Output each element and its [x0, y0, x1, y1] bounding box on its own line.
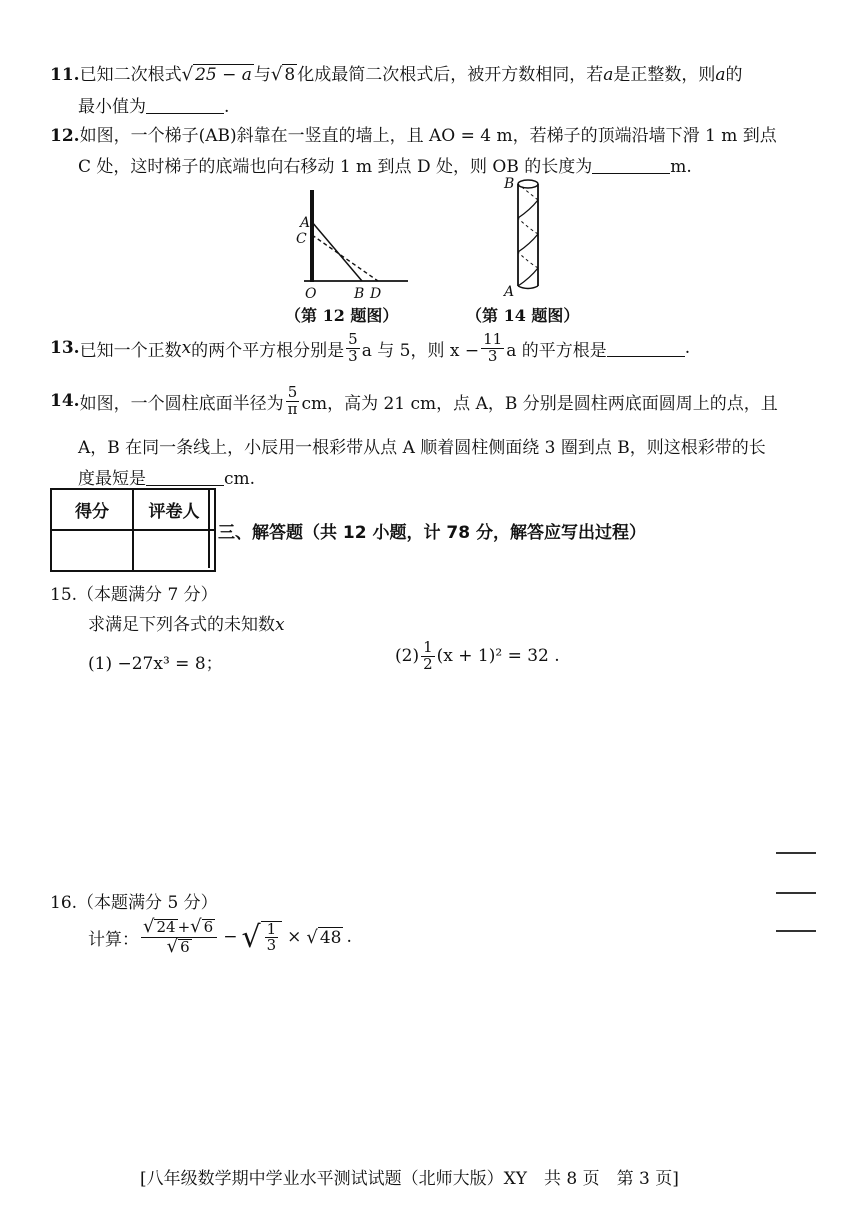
q12-line2: C 处，这时梯子的底端也向右移动 1 m 到点 D 处，则 OB 的长度为 m.: [78, 157, 692, 177]
figure-12-caption: （第 12 题图）: [285, 306, 399, 325]
q14-line3: 度最短是 cm.: [78, 469, 256, 489]
grader-header: 评卷人: [133, 489, 215, 530]
fraction: $\frac{1}{2}$: [423, 638, 433, 673]
figure-12-ladder: [290, 185, 415, 300]
q11-line2: 最小值为 .: [78, 97, 230, 117]
q16-expression: 计算： $\frac{√ 24 +√ 6}{√ 6}$ − √ $\frac{1}{3}$ × √ 48 .: [88, 916, 352, 957]
q11-radical-2: √ 8: [270, 64, 296, 85]
grader-cell[interactable]: [133, 530, 215, 571]
figure-14-caption: （第 14 题图）: [466, 306, 580, 325]
label-C: C: [296, 231, 307, 247]
q16-header: 16.（本题满分 5 分）: [50, 893, 218, 913]
q14-line1: 14. 如图，一个圆柱底面半径为 $\frac{5}{\pi}$ cm，高为 21 cm，点 A，B 分别是圆柱两底面圆周上的点，且: [50, 383, 778, 418]
label-B: B: [354, 286, 365, 300]
radical-fraction: √ $\frac{1}{3}$: [241, 920, 282, 955]
label-D: D: [370, 286, 382, 300]
margin-mark: [776, 852, 816, 854]
figure-14-cylinder: [500, 172, 560, 300]
label-O: O: [305, 286, 317, 300]
q13-line: 13. 已知一个正数 x 的两个平方根分别是 $\frac{5}{3}$ a 与 5，则 x − $\frac{11}{3}$ a 的平方根是 .: [50, 330, 691, 365]
fraction: $\frac{5}{3}$: [348, 330, 358, 365]
score-table: [50, 488, 216, 572]
score-cell[interactable]: [51, 530, 133, 571]
answer-blank[interactable]: [592, 157, 670, 174]
q11-line1: 11.已知二次根式√ 25 − a 与√ 8 化成最简二次根式后，被开方数相同，若a是正整数，则a的: [50, 64, 743, 85]
answer-blank[interactable]: [146, 469, 224, 486]
label-B: B: [504, 176, 515, 192]
margin-mark: [776, 892, 816, 894]
score-header: 得分: [51, 489, 133, 530]
q14-line2: A，B 在同一条线上，小辰用一根彩带从点 A 顺着圆柱侧面绕 3 圈到点 B，则这根彩带的长: [78, 438, 766, 458]
fraction: $\frac{√ 24 +√ 6}{√ 6}$: [141, 918, 217, 957]
ladder-cd: [312, 235, 378, 281]
ladder-ab: [312, 222, 362, 281]
fraction: $\frac{11}{3}$: [483, 330, 503, 365]
score-table-bracket: [208, 488, 216, 568]
fraction: $\frac{5}{\pi}$: [287, 383, 298, 418]
page-footer: [八年级数学期中学业水平测试试题（北师大版）XY 共 8 页 第 3 页]: [140, 1169, 679, 1189]
margin-mark: [776, 930, 816, 932]
answer-blank[interactable]: [146, 97, 224, 114]
q15-header: 15.（本题满分 7 分）: [50, 585, 218, 605]
q12-line1: 12.如图，一个梯子(AB)斜靠在一竖直的墙上，且 AO = 4 m，若梯子的顶端沿墙下滑 1 m 到点: [50, 126, 777, 146]
q15-intro: 求满足下列各式的未知数x: [88, 615, 285, 635]
ribbon-path: [518, 200, 538, 286]
q11-radical-1: √ 25 − a: [181, 64, 252, 85]
section-3-heading: 三、解答题（共 12 小题，计 78 分，解答应写出过程）: [218, 523, 646, 543]
q15-part1: (1) −27x³ = 8；: [88, 654, 223, 674]
label-A: A: [504, 284, 515, 300]
q15-part2: (2) $\frac{1}{2}$ (x + 1)² = 32 .: [395, 638, 560, 673]
answer-blank[interactable]: [607, 340, 685, 357]
label-A: A: [300, 215, 311, 231]
